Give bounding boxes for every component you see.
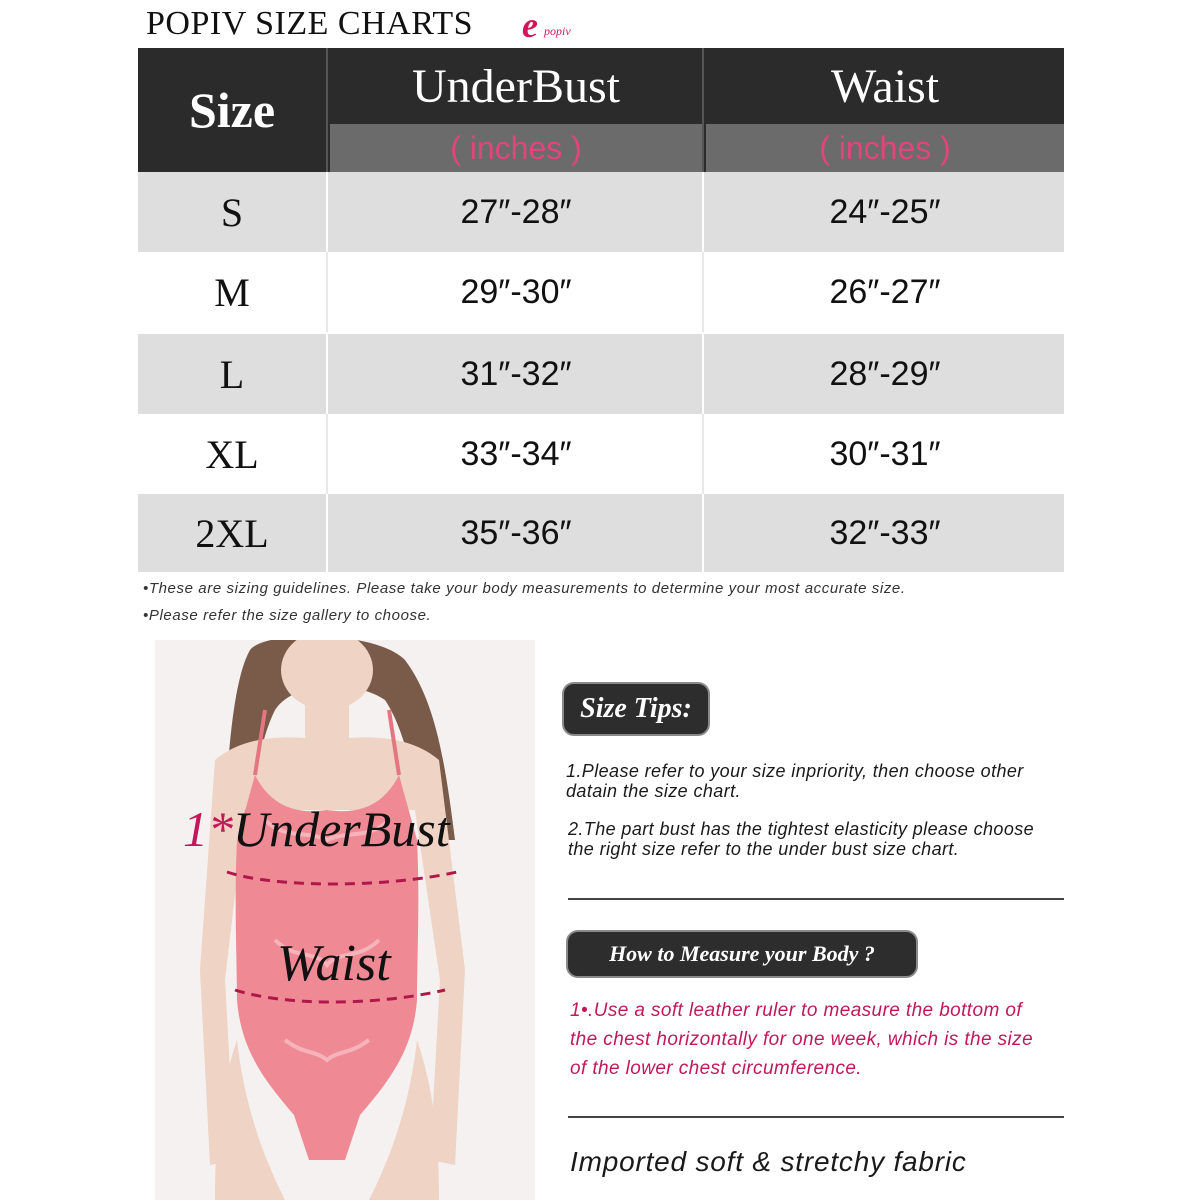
waist-cell: 26″-27″ (829, 272, 941, 311)
waist-header-label: Waist (830, 59, 940, 113)
waist-cell: 28″-29″ (829, 354, 941, 393)
waist-header-unit: ( inches ) (706, 124, 1064, 172)
size-cell: M (138, 252, 328, 332)
section-divider (568, 1116, 1064, 1118)
underbust-header-unit: ( inches ) (330, 124, 702, 172)
sizing-guideline-note: •These are sizing guidelines. Please take your body measurements to determine your most accurate size. (143, 580, 906, 597)
waist-column-header (706, 48, 1064, 172)
size-cell: 2XL (138, 494, 328, 572)
size-cell: L (138, 334, 328, 414)
brand-logo-mark: e (522, 5, 538, 45)
size-tips-heading: Size Tips: (562, 682, 710, 736)
fabric-description: Imported soft & stretchy fabric (570, 1146, 967, 1177)
underbust-cell: 35″-36″ (330, 494, 704, 572)
table-header (138, 48, 1064, 172)
size-gallery-note: •Please refer the size gallery to choose. (143, 607, 432, 624)
waist-cell: 30″-31″ (829, 434, 941, 473)
table-row (138, 414, 1064, 494)
waist-cell: 32″-33″ (829, 513, 941, 552)
table-row (138, 334, 1064, 414)
model-bodysuit-illustration (155, 640, 535, 1200)
underbust-cell: 27″-28″ (330, 172, 704, 252)
measure-instructions: 1•.Use a soft leather ruler to measure the bottom of the chest horizontally for one week, which is the size of the lower chest circumference. (570, 1000, 1034, 1079)
size-cell: XL (138, 414, 328, 494)
chart-title: POPIV SIZE CHARTS (146, 5, 474, 42)
underbust-figure-number: 1* (183, 801, 233, 857)
underbust-header-label: UnderBust (412, 59, 620, 113)
underbust-cell: 31″-32″ (330, 334, 704, 414)
brand-logo-text: popiv (544, 24, 571, 38)
table-row (138, 494, 1064, 572)
measure-heading: How to Measure your Body ? (566, 930, 918, 978)
underbust-figure-text: UnderBust (233, 801, 450, 857)
table-row (138, 252, 1064, 332)
section-divider (568, 898, 1064, 900)
underbust-cell: 29″-30″ (330, 252, 704, 332)
brand-logo (522, 5, 584, 45)
size-cell: S (138, 172, 328, 252)
size-column-header: Size (138, 48, 328, 172)
model-figure (155, 640, 535, 1200)
underbust-figure-label (183, 800, 450, 858)
underbust-cell: 33″-34″ (330, 414, 704, 494)
size-tip-1: 1.Please refer to your size inpriority, then choose other datain the size chart. (566, 761, 1024, 801)
waist-figure-label: Waist (277, 935, 391, 992)
size-tip-2: 2.The part bust has the tightest elasticity please choose the right size refer to the under bust size chart. (568, 819, 1035, 859)
underbust-column-header (330, 48, 704, 172)
table-row (138, 172, 1064, 252)
waist-cell: 24″-25″ (829, 192, 941, 231)
size-chart-table (138, 48, 1064, 572)
